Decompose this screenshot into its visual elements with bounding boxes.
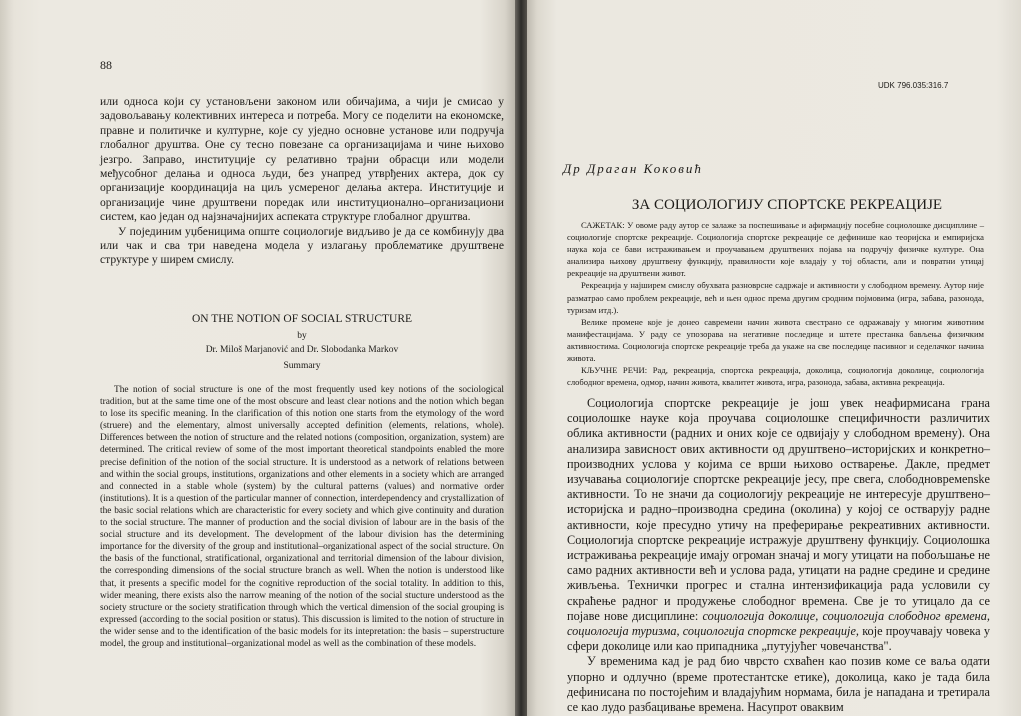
summary-paragraph: The notion of social structure is one of the most frequently used key notions of the sociological tradition, but at the same time one of the most obscure and least clear notions and the notion which began to lose its specific meaning. In the clarification of this notion one starts from the etymology of the word (struere) and the elementary, almost universally accepted definition (elements, relations, whole). Differences between the notion of structure and the related notions (composition, organization, system) are determined. The critical review of some of the most important theoretical standpoints enabled the more precise definition of the notion of the social structure. It is understood as a network of relations between and within the social groups, institutions, organizations and other elements in a society which are arranged and connected in a stable whole (system) by the cultural patterns (values) and normative order (institutions). It is a question of the particular manner of connection, interdependency and crystallization of the basic social relations which are characteristic for every society and which give continuity and duration to the social structure. The manner of production and the social division of labour are in the basis of the social structure and its development. The development of the labour division has the determining importance for the diversity of the group and institutional–organizational aspect of the social structure. On the basis of the functional, stratificational, organizational and territorial dimension of the labour division, the corresponding dimensions of the social structure branch as well. When the notion is understood like that, it presents a specific model for the cognitive reproduction of the social totality. In addition to this, wider meaning, there exists also the narrow meaning of the notion of the social stucture understood as the society structure or the society stratification through which the vertical dimension of the social grouping is expressed (according to the social position or status). This discussion is limited to the notion of structure in the wider sense and to the identification of the basic models for its intepretation: the basis – superstructure model, the group and institutional–organizational model as well as the combination of these models. bbox=[100, 385, 504, 649]
article-title: ЗА СОЦИОЛОГИЈУ СПОРТСКЕ РЕКРЕАЦИЈЕ bbox=[631, 197, 943, 213]
left-body-text bbox=[100, 95, 504, 268]
paragraph-1-italic: социологија доколице, социологија слободног времена, социологија туризма, социологија спортске рекреације, bbox=[567, 608, 990, 639]
book-gutter bbox=[515, 0, 527, 716]
right-paragraph-2: У временима кад је рад био чврсто схваћен као позив коме се ваља одати упорно и одлучно (време протестантске етике), доколица, како је тада била дефинисана по постојећим и владајућим нормама, била је нападана и третирала се као лудо разбацивање времена. Насупрот оваквим bbox=[567, 654, 990, 715]
abstract-paragraph-1: САЖЕТАК: У овоме раду аутор се залаже за поспешивање и афирмацију посебне социолошке дисциплине – социологије спортске рекреације. Социологија спортске рекреације се дефинише као теоријска и емпиријска наука која се бави истраживањем и проучавањем друштвених појава на подручју физичке културе. Она анализира њихову друштвену функцију, правилности које владају у тој области, али и повратни утицај рекреације на друштвени живот. bbox=[567, 220, 984, 279]
summary-by: by bbox=[297, 331, 307, 341]
summary-text bbox=[100, 384, 504, 650]
abstract-paragraph-3: Велике промене које је донео савремени начин живота свестрано се одражавају у многим животним манифестацијама. У раду се упозорава на негативне последице и штете престанка бављења физичким активностима. Социологија спортске рекреације треба да укаже на све последице пасивног и седелачког начина живота. bbox=[567, 316, 984, 364]
summary-label: Summary bbox=[283, 361, 321, 371]
summary-title: ON THE NOTION OF SOCIAL STRUCTURE bbox=[191, 313, 413, 325]
abstract-paragraph-2: Рекреација у најширем смислу обухвата разноврсне садржаје и активности у слободном времену. Аутор није разматрао само проблем рекреације, већ и њен однос према другим сродним појмовима (игра, забава, разонода, туризам итд.). bbox=[567, 280, 984, 315]
paragraph-1-main: Социологија спортске рекреације је још увек неафирмисана грана социолошке науке која проучава социолошке специфичности различитих облика активности (радних и оних које се одвијају у слободном времену). Она анализира зависност ових активности од друштвено–историјских и конкретно–производних услова у којима се врши њихово остварење. Дакле, предмет изучавања социологије спортске рекреације јесу, пре свега, слободновремenske активности. То не значи да социологију рекреације не интересује друштвено–историјска и радно–производна средина (околина) у којој се остварују радне активности, које пресудно утичу на преферирање рекреативних активности. Социологија спортске рекреације истражује друштвену функцију. Социолошка истраживања рекреације имају огроман значај и могу утицати на побољшање не само радних активности већ и услова рада, утицати на радне средине и средине живљења. Технички прогрес и стална интензификација рада условили су скраћење радног и продужење слободног времена. Све је то утицало да се појаве нове дисциплине: bbox=[567, 396, 990, 623]
summary-authors: Dr. Miloš Marjanović and Dr. Slobodanka Markov bbox=[205, 345, 399, 355]
keywords: КЉУЧНЕ РЕЧИ: Рад, рекреација, спортска рекреација, доколица, социологија доколице, социологија слободног времена, одмор, начин живота, квалитет живота, игра, разонода, забава, активна рекреација. bbox=[567, 365, 984, 388]
right-paragraph-1 bbox=[567, 396, 990, 654]
left-paragraph-1: или односа који су установљени законом или обичајима, а чији је смисао у задовољавању колективних интереса и потреба. Могу се поделити на економске, правне и политичке и културне, које су уједно основне установе или подручја глобалног друштва. Оне су тесно повезане са организацијама и чине њихово језгро. Заправо, институције су релативно трајни обрасци или модели међусобног делања и односа људи, без унапред утврђених актера, док су организације координација на циљ усмереног делања актера. Институције и организације чине друштвени поредак или институционално–организациони систем, као један од најзначајнијих аспеката структуре глобалног друштва. bbox=[100, 95, 504, 224]
page-number: 88 bbox=[100, 58, 112, 72]
udk-code: UDK 796.035:316.7 bbox=[878, 81, 949, 90]
paragraph-1-end: које проучавају човека у сфери доколице или као припадника „путујућег човечанства". bbox=[567, 624, 990, 654]
abstract bbox=[567, 219, 984, 388]
article-author: Др Драган Коковић bbox=[563, 161, 703, 176]
right-page bbox=[527, 0, 1021, 716]
right-body-text bbox=[567, 396, 990, 715]
left-paragraph-2: У појединим уџбеницима опште социологије видљиво је да се комбинују два или чак и сва три наведена модела у излагању проблематике друштвене структуре у ширем смислу. bbox=[100, 224, 504, 267]
